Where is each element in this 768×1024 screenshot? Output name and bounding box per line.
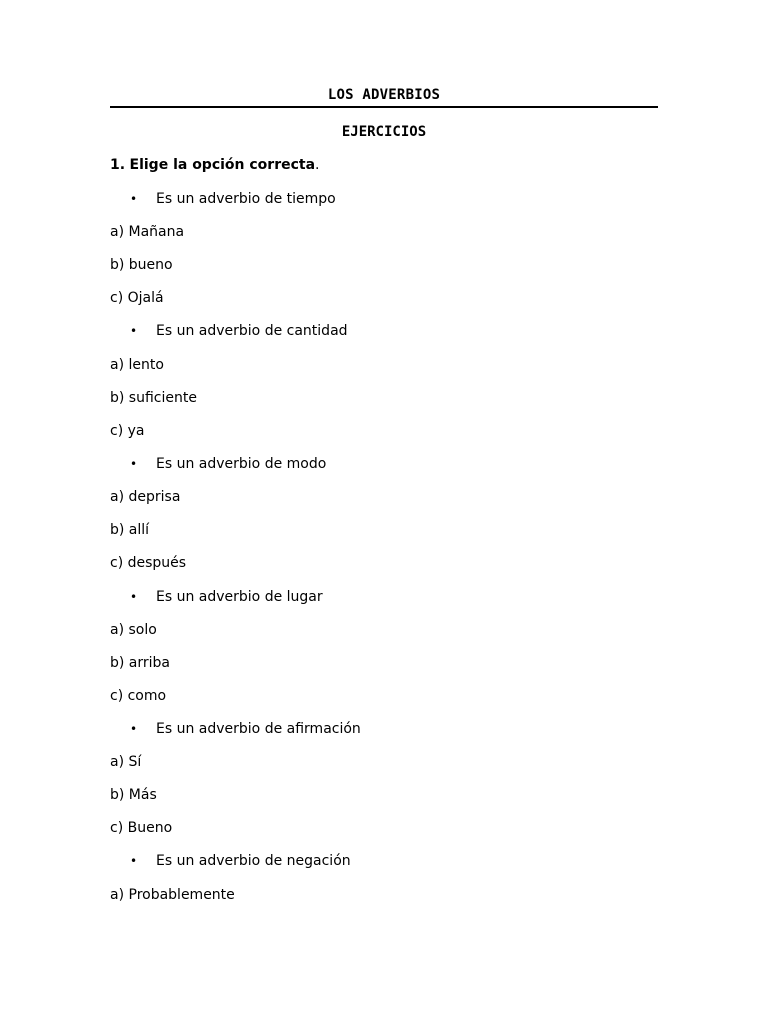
bullet-text: Es un adverbio de tiempo [156, 191, 336, 207]
bullet-item [130, 322, 348, 340]
question-heading [110, 157, 320, 173]
bullet-item [130, 190, 336, 208]
bullet-item [130, 455, 326, 473]
bullet-item [130, 720, 361, 738]
title-underline [110, 106, 658, 108]
bullet-icon: • [130, 854, 138, 868]
question-text: Elige la opción correcta [129, 157, 316, 173]
option-line: c) después [110, 555, 187, 571]
bullet-icon: • [130, 590, 138, 604]
option-line: c) Ojalá [110, 290, 164, 306]
question-period: . [315, 157, 320, 173]
bullet-item [130, 852, 351, 870]
bullet-icon: • [130, 324, 138, 338]
question-number: 1. [110, 157, 126, 173]
document-subtitle: EJERCICIOS [341, 124, 427, 140]
bullet-text: Es un adverbio de lugar [156, 589, 323, 605]
option-line: b) suficiente [110, 390, 197, 406]
bullet-icon: • [130, 192, 138, 206]
option-line: b) allí [110, 522, 150, 538]
option-line: c) ya [110, 423, 145, 439]
bullet-icon: • [130, 722, 138, 736]
option-line: a) deprisa [110, 489, 181, 505]
document-title: LOS ADVERBIOS [327, 87, 441, 103]
option-line: b) bueno [110, 257, 173, 273]
option-line: c) Bueno [110, 820, 173, 836]
bullet-text: Es un adverbio de cantidad [156, 323, 348, 339]
option-line: b) arriba [110, 655, 170, 671]
bullet-item [130, 588, 323, 606]
option-line: a) Mañana [110, 224, 185, 240]
option-line: a) Sí [110, 754, 142, 770]
bullet-text: Es un adverbio de negación [156, 853, 351, 869]
option-line: a) lento [110, 357, 164, 373]
option-line: a) solo [110, 622, 157, 638]
option-line: c) como [110, 688, 167, 704]
bullet-icon: • [130, 457, 138, 471]
bullet-text: Es un adverbio de afirmación [156, 721, 361, 737]
bullet-text: Es un adverbio de modo [156, 456, 327, 472]
option-line: a) Probablemente [110, 887, 235, 903]
option-line: b) Más [110, 787, 157, 803]
